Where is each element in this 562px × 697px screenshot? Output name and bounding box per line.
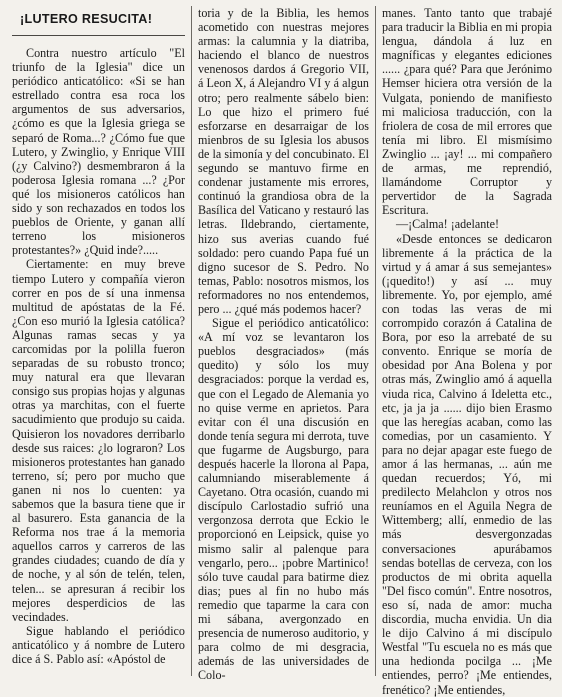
paragraph: Sigue hablando el periódico anticatólico y á nombre de Lutero dice á S. Pablo así: «Apóstol de [12,623,185,667]
paragraph: Contra nuestro artículo "El triunfo de la Iglesia" dice un periódico anticatólico: «Si se han estrellado contra esa roca los argumentos de sus adversarios, ¿cómo es que la Iglesia griega se separó de Roma...? ¿Cómo fue que Lutero, y Zwinglio, y Enrique VIII (¿y Calvino?) desmembraron á la poderosa Iglesia romana ...? ¿Por qué los misioneros católicos han sido y son rechazados en todos los pueblos de Oriente, y ganan allí terreno los misioneros protestantes?» ¿Quid inde?..... [12,46,185,258]
article-title: ¡LUTERO RESUCITA! [20,12,153,26]
paragraph: —¡Calma! ¡adelante! [395,217,500,232]
paragraph: «Desde entonces se dedicaron libremente á la práctica de la virtud y á amar á sus semejantes» (¡quedito!) y así ... muy libremente. Yo, por ejemplo, amé con todas las veras de mi corrompido corazón á Catalina de Bora, por eso la arrebaté de su convento. Enrique se moría de obesidad por Ana Bolena y por otras más, Zwinglio amó á aquella viuda rica, Calvino á Ideletta etc., etc, ja ja ja ...... dijo bien Erasmo que las heregías acaban, como las comedias, por un casamiento. Y para no dejar apagar este fuego de amor á las hermanas, ... aún me quedan recuerdos; Yó, mi predilecto Melahclon y otros nos reuníamos en el Aguila Negra de Wittemberg; allí, enmedio de las más desvergonzadas conversaciones apurábamos sendas botellas de cerveza, con los productos de mi obrita aquella "Del fisco común". Entre nosotros, eso sí, nada de amor: mucha discordia, mucha envidia. Un dia le dijo Calvino á mi discípulo Westfal "Tu escuela no es más que una hedionda pocilga ... ¡Me entiendes, perro? ¡Me entiendes, frenético? ¡Me entiendes, [381,231,552,697]
title-divider [12,35,185,36]
paragraph: toria y de la Biblia, les hemos acometido con nuestras mejores armas: la calumnia y la diatriba, haciendo el blanco de nuestros venenosos dardos á Gregorio VII, á Leon X, á Alejandro VI y á algun otro; pero realmente sábelo bien: Lo que hizo el primero fué esforzarse en desarraigar de los mienbros de su Iglesia los abusos de la simonía y del concubinato. El segundo se mantuvo firme en condenar justamente mis errores, continuó la grandiosa obra de la Basílica del Vaticano y restauró las letras. Ildebrando, ciertamente, hizo sus averias cuando fué soldado: pero cuando Papa fué un digno sucesor de S. Pedro. No temas, Pablo: nosotros mismos, los reformadores no nos entendemos, pero ... ¿qué más podemos hacer? [197,6,369,316]
column-3 [375,6,556,697]
column-2 [191,6,375,683]
paragraph: manes. Tanto tanto que trabajé para traducir la Biblia en mi propia lengua, dándola á luz en magníficas y elegantes ediciones ...... ¿para qué? Para que Jerónimo Hemser hiciera otra versión de la Vulgata, poniendo de manifiesto mi maliciosa traducción, con la friolera de cosa de mil errores que tenía mi libro. El mismísimo Zwinglio ... ¡ay! ... mi compañero de armas, me reprendió, llamándome Corruptor y pervertidor de la Sagrada Escritura. [381,6,552,218]
column-1 [6,6,191,676]
paragraph: Ciertamente: en muy breve tiempo Lutero y compañía vieron correr en pos de sí una inmensa multitud de apóstatas de la Fé. ¿Con eso murió la Iglesia católica? Algunas ramas secas y ya carcomidas por la polilla fueron separadas de su robusto tronco; muy natural era que llevaran consigo sus propias hojas y algunas otras ya marchitas, con el fuerte sacudimiento que produjo su caida. Quisieron los novadores derribarlo desde sus raices: ¿lo lograron? Los misioneros protestantes han ganado terreno, sí; pero por mucho que ganen ni nos lo cuenten: ya sabemos que la basura tiene que ir al basurero. Esta ganancia de la Reforma nos trae á la memoria aquellos carros y carreros de las grandes ciudades; cuando de día y de noche, y al són de telén, telen, telen... se apresuran á recibir los mejores desperdicios de las vecindades. [12,257,185,624]
paragraph: Sigue el periódico anticatólico: «A mí voz se levantaron los pueblos desgraciados» (más quedito) y sólo los muy desgraciados: porque la verdad es, que con el Legado de Alemania yo no quise verme en aprietos. Para evitar con él una discusión en donde tenía segura mi derrota, tuve que fugarme de Augsburgo, para después hacerle la llorona al Papa, calumniando miserablemente á Cayetano. Otra ocasión, cuando mi discípulo Carlostadio sufrió una vergonzosa derrota que Eckio le proporcionó en Leipsick, quise yo mismo salir al palenque para vengarlo, pero... ¡pobre Martinico! sólo tuve caudal para batirme diez dias; pues al fin no hubo más remedio que taparme la cara con mi sábana, avergonzado en presencia de numeroso auditorio, y para colmo de mi desgracia, además de las universidades de Colo- [197,316,369,683]
